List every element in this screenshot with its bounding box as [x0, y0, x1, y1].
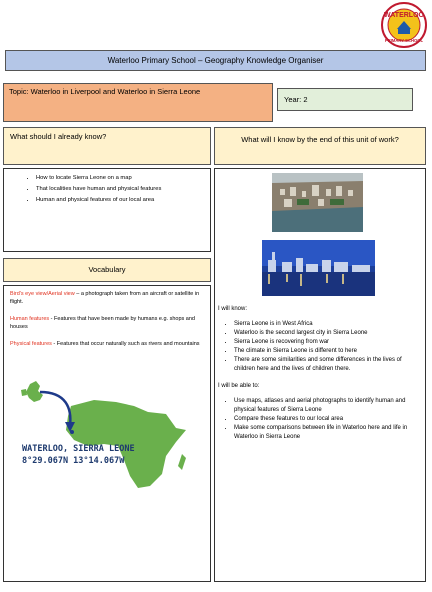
topic-label: Topic: Waterloo in Liverpool and Waterloo in Sierra Leone	[9, 87, 201, 96]
already-know-heading: What should I already know?	[3, 127, 211, 165]
vocab-item	[10, 340, 204, 348]
will-know-intro: I will know:	[218, 306, 248, 312]
year-label: Year: 2	[284, 95, 308, 104]
list-item: • Human and physical features of our local area	[36, 195, 204, 206]
will-know-text	[218, 305, 422, 450]
vocab-definition: - Features that have been made by humans e.g. shops and houses	[10, 316, 195, 330]
vocab-definition: – a photograph taken from an aircraft or satellite in flight.	[10, 291, 200, 305]
list-item: • Sierra Leone is recovering from war	[234, 338, 422, 347]
vocab-term: Physical features	[10, 341, 52, 347]
list-item: • How to locate Sierra Leone on a map	[36, 173, 204, 184]
list-item: • Use maps, atlases and aerial photographs to identify human and physical features of Sierra Leone	[234, 397, 422, 415]
will-know-heading: What will I know by the end of this unit of work?	[214, 127, 426, 165]
vocab-term: Human features	[10, 316, 50, 322]
list-item: • That localities have human and physical features	[36, 184, 204, 195]
aerial-city-photo	[272, 173, 363, 232]
page-title: Waterloo Primary School – Geography Knowledge Organiser	[5, 50, 426, 71]
map-coordinates: 8°29.067N 13°14.067W	[22, 456, 125, 466]
map-label	[22, 443, 135, 467]
topic-box	[3, 83, 273, 122]
already-know-list	[22, 173, 204, 206]
vocab-item	[10, 290, 204, 306]
list-item: • Waterloo is the second largest city in Sierra Leone	[234, 329, 422, 338]
able-to-intro: I will be able to:	[218, 383, 260, 389]
list-item: • The climate in Sierra Leone is different to here	[234, 347, 422, 356]
madagascar-shape	[178, 454, 186, 470]
list-item: • There are some similarities and some differences in the lives of children here and the lives of children there.	[234, 356, 422, 374]
logo-bottom-text: PRIMARY SCHOOL	[384, 38, 424, 43]
list-item: • Compare these features to our local area	[234, 415, 422, 424]
already-know-box	[3, 168, 211, 252]
list-item: • Make some comparisons between life in Waterloo here and life in Waterloo in Sierra Leone	[234, 424, 422, 442]
map-place-name: WATERLOO, SIERRA LEONE	[22, 444, 135, 454]
vocab-term: Bird’s eye view/Aerial view	[10, 291, 75, 297]
logo-top-text: WATERLOO	[384, 12, 424, 19]
arrow-icon	[40, 392, 70, 426]
vocabulary-heading: Vocabulary	[3, 258, 211, 282]
year-box	[277, 88, 413, 111]
vocab-definition: - Features that occur naturally such as rivers and mountains	[51, 341, 200, 347]
list-item: • Sierra Leone is in West Africa	[234, 320, 422, 329]
vocab-item	[10, 315, 204, 331]
africa-map-image	[16, 378, 198, 492]
able-to-list	[218, 397, 422, 442]
will-know-list	[218, 320, 422, 374]
school-logo	[381, 2, 427, 48]
liverpool-waterfront-photo	[262, 240, 375, 296]
